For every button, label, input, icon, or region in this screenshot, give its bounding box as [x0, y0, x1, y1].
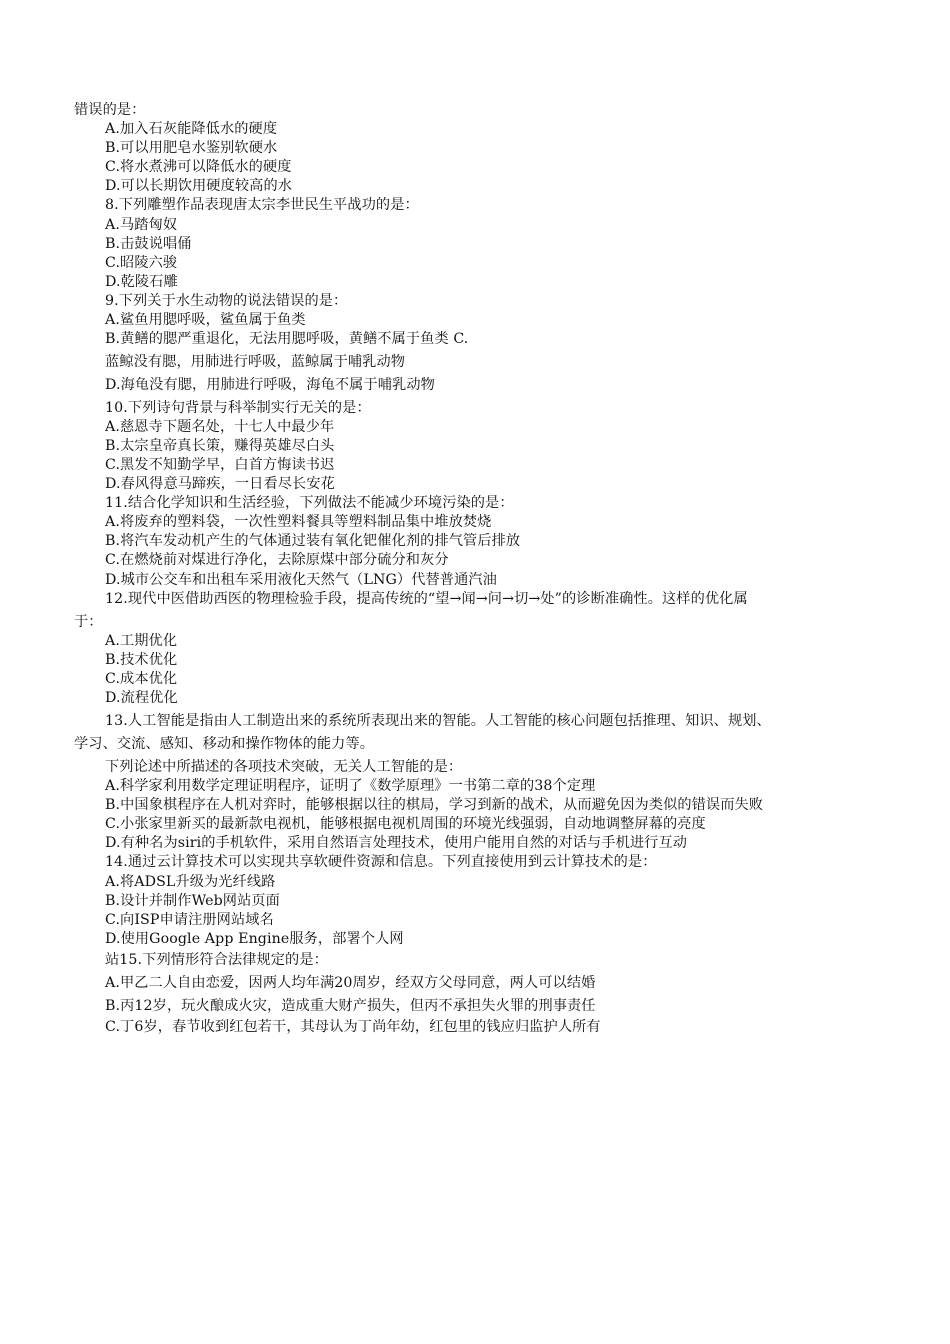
option-9c: 蓝鲸没有腮，用肺进行呼吸，蓝鲸属于哺乳动物 — [105, 354, 406, 370]
option-11d: D.城市公交车和出租车采用液化天然气（LNG）代替普通汽油 — [105, 572, 497, 588]
option-11b: B.将汽车发动机产生的气体通过装有氧化钯催化剂的排气管后排放 — [105, 533, 521, 549]
option-12d: D.流程优化 — [105, 690, 178, 706]
option-12b: B.技术优化 — [105, 652, 178, 668]
option-13c: C.小张家里新买的最新款电视机，能够根据电视机周围的环境光线强弱，自动地调整屏幕的亮度 — [105, 816, 706, 832]
option-8d: D.乾陵石雕 — [105, 274, 178, 290]
question-13-prompt: 下列论述中所描述的各项技术突破，无关人工智能的是： — [105, 759, 463, 775]
question-12-continued: 于： — [74, 614, 103, 630]
option-7d: D.可以长期饮用硬度较高的水 — [105, 178, 293, 194]
option-10a: A.慈恩寺下题名处，十七人中最少年 — [105, 419, 335, 435]
question-11: 11.结合化学知识和生活经验，下列做法不能减少环境污染的是： — [105, 495, 514, 511]
text-line-1: 错误的是： — [74, 102, 146, 118]
question-13: 13.人工智能是指由人工制造出来的系统所表现出来的智能。人工智能的核心问题包括推理、知识、规划、 — [105, 713, 771, 729]
question-15: 站15.下列情形符合法律规定的是： — [105, 952, 328, 968]
option-10b: B.太宗皇帝真长策，赚得英雄尽白头 — [105, 438, 335, 454]
question-10: 10.下列诗句背景与科举制实行无关的是： — [105, 400, 371, 416]
option-7b: B.可以用肥皂水鉴别软硬水 — [105, 140, 278, 156]
option-14c: C.向ISP申请注册网站域名 — [105, 912, 274, 928]
option-8b: B.击鼓说唱俑 — [105, 236, 192, 252]
option-10c: C.黑发不知勤学早，白首方悔读书迟 — [105, 457, 335, 473]
option-7a: A.加入石灰能降低水的硬度 — [105, 121, 278, 137]
option-8a: A.马踏匈奴 — [105, 217, 178, 233]
option-12a: A.工期优化 — [105, 633, 178, 649]
option-13a: A.科学家利用数学定理证明程序，证明了《数学原理》一书第二章的38个定理 — [105, 778, 596, 794]
option-9b: B.黄鳝的腮严重退化，无法用腮呼吸，黄鳝不属于鱼类 C. — [105, 331, 469, 347]
option-7c: C.将水煮沸可以降低水的硬度 — [105, 159, 292, 175]
option-15a: A.甲乙二人自由恋爱，因两人均年满20周岁，经双方父母同意，两人可以结婚 — [105, 975, 596, 991]
option-14a: A.将ADSL升级为光纤线路 — [105, 874, 276, 890]
option-12c: C.成本优化 — [105, 671, 178, 687]
question-13-continued: 学习、交流、感知、移动和操作物体的能力等。 — [74, 736, 375, 752]
option-14b: B.设计并制作Web网站页面 — [105, 893, 280, 909]
question-14: 14.通过云计算技术可以实现共享软硬件资源和信息。下列直接使用到云计算技术的是： — [105, 854, 657, 870]
question-9: 9.下列关于水生动物的说法错误的是： — [105, 293, 348, 309]
option-10d: D.春风得意马蹄疾，一日看尽长安花 — [105, 476, 335, 492]
option-11a: A.将废弃的塑料袋，一次性塑料餐具等塑料制品集中堆放焚烧 — [105, 514, 492, 530]
question-12: 12.现代中医借助西医的物理检验手段，提高传统的“望→闻→问→切→处”的诊断准确性。这样的优化属 — [105, 591, 748, 607]
option-15c: C.丁6岁，春节收到红包若干，其母认为丁尚年幼，红包里的钱应归监护人所有 — [105, 1019, 601, 1035]
option-13d: D.有种名为siri的手机软件，采用自然语言处理技术，使用户能用自然的对话与手机进行互动 — [105, 835, 688, 851]
option-13b: B.中国象棋程序在人机对弈时，能够根据以往的棋局，学习到新的战术，从而避免因为类似的错误而失败 — [105, 797, 764, 813]
option-9d: D.海龟没有腮，用肺进行呼吸，海龟不属于哺乳动物 — [105, 377, 435, 393]
option-15b: B.丙12岁，玩火酿成火灾，造成重大财产损失，但丙不承担失火罪的刑事责任 — [105, 998, 596, 1014]
question-8: 8.下列雕塑作品表现唐太宗李世民生平战功的是： — [105, 197, 419, 213]
option-11c: C.在燃烧前对煤进行净化，去除原煤中部分硫分和灰分 — [105, 552, 449, 568]
option-9a: A.鲨鱼用腮呼吸，鲨鱼属于鱼类 — [105, 312, 306, 328]
option-8c: C.昭陵六骏 — [105, 255, 178, 271]
option-14d: D.使用Google App Engine服务，部署个人网 — [105, 931, 404, 947]
